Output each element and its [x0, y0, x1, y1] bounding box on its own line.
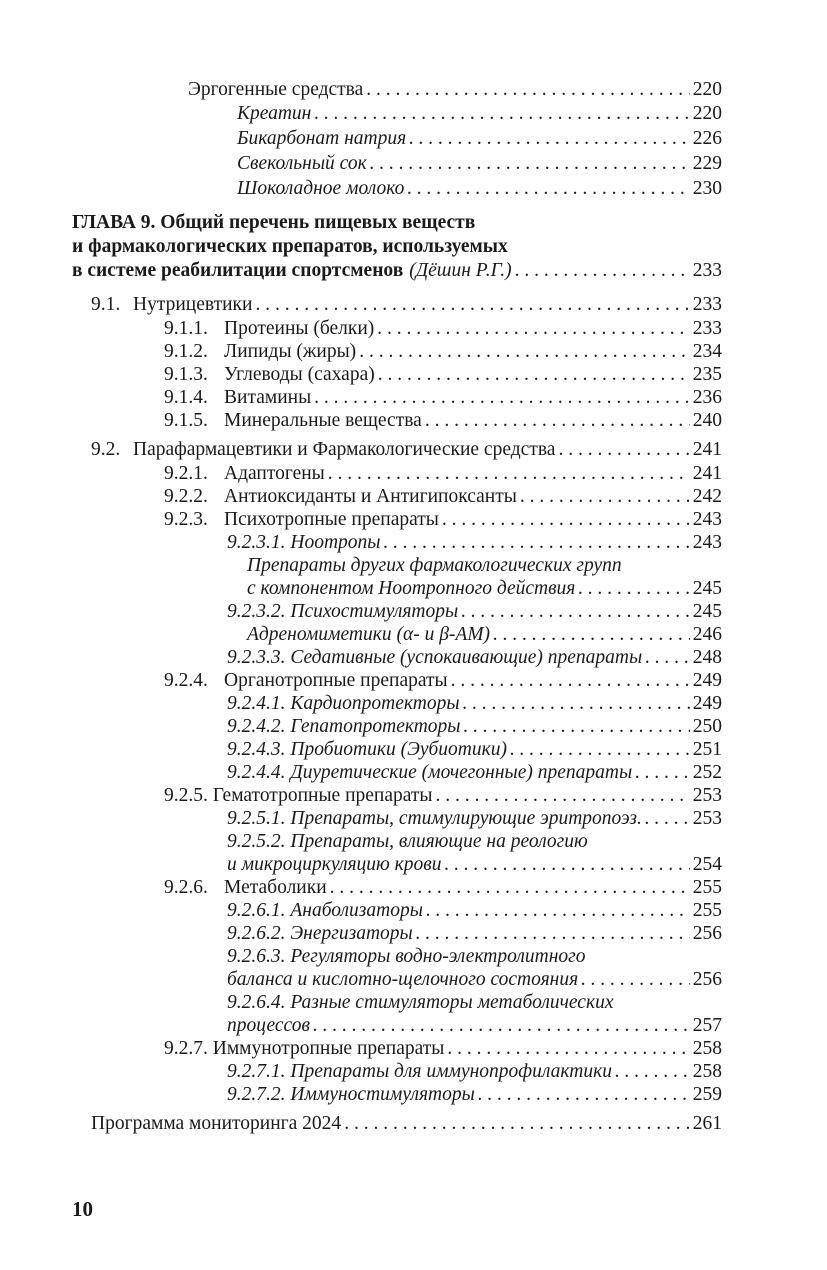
dot-leader: [377, 317, 689, 340]
toc-page-number: 252: [692, 762, 722, 783]
toc-page-number: 245: [692, 601, 722, 622]
dot-leader: [581, 968, 690, 991]
toc-entry-title: 9.2.7.2. Иммуностимуляторы: [227, 1084, 475, 1105]
toc-entry-other-groups-line-1: Препараты других фармакологических групп: [247, 555, 622, 576]
toc-page-number: 243: [692, 509, 722, 530]
toc-entry-9-2-7-2: [227, 1083, 722, 1106]
toc-entry-title: 9.2.3.3. Седативные (успокаивающие) препараты: [227, 647, 643, 668]
toc-page-number: 254: [692, 854, 722, 875]
toc-page-number: 240: [692, 410, 722, 431]
dot-leader: [520, 485, 690, 508]
toc-page-number: 258: [692, 1061, 722, 1082]
toc-entry-9-2-4-4: [227, 761, 722, 784]
toc-entry-title: Углеводы (сахара): [224, 364, 375, 385]
dot-leader: [407, 177, 689, 200]
toc-page-number: 259: [692, 1084, 722, 1105]
toc-page-number: 245: [692, 578, 722, 599]
toc-entry-9-2-1: [164, 462, 722, 485]
toc-page-number: 255: [692, 877, 722, 898]
toc-entry-chocolate-milk: [237, 177, 722, 200]
toc-entry-title: 9.2.6.2. Энергизаторы: [227, 923, 413, 944]
dot-leader: [314, 386, 690, 409]
toc-entry-title: 9.2.4.4. Диуретические (мочегонные) препараты: [227, 762, 633, 783]
dot-leader: [314, 102, 689, 125]
toc-page-number: 256: [692, 969, 722, 990]
toc-entry-adrenomimetics: [247, 623, 722, 646]
toc-entry-9-2-5-2: [227, 853, 722, 876]
toc-entry-creatine: [237, 102, 722, 125]
toc-entry-bicarbonate: [237, 127, 722, 150]
toc-entry-title: Креатин: [237, 103, 312, 124]
dot-leader: [328, 462, 690, 485]
toc-page-number: 251: [692, 739, 722, 760]
dot-leader: [416, 922, 690, 945]
toc-entry-9-2-5-2-line-1: 9.2.5.2. Препараты, влияющие на реологию: [227, 831, 588, 852]
toc-entry-title: Эргогенные средства: [188, 79, 364, 100]
toc-page-number: 250: [692, 716, 722, 737]
dot-leader: [615, 1060, 690, 1083]
toc-page-number: 233: [692, 318, 722, 339]
section-number: 9.1.1.: [164, 318, 208, 339]
toc-entry-9-2-6-2: [227, 922, 722, 945]
toc-entry-9-2-4: [164, 669, 722, 692]
dot-leader: [515, 259, 690, 282]
dot-leader: [635, 761, 690, 784]
toc-page-number: 229: [692, 153, 722, 174]
toc-page-number: 243: [692, 532, 722, 553]
toc-entry-title: Нутрицевтики: [133, 294, 253, 315]
toc-page-number: 253: [692, 785, 722, 806]
section-number: 9.1.4.: [164, 387, 208, 408]
section-number: 9.2.6.: [164, 877, 208, 898]
toc-entry-9-2-3-3: [227, 646, 722, 669]
toc-entry-9-2-7: [164, 1037, 722, 1060]
toc-entry-9-1-1: [164, 317, 722, 340]
toc-page-number: 257: [692, 1015, 722, 1036]
dot-leader: [426, 899, 690, 922]
toc-page-number: 236: [692, 387, 722, 408]
dot-leader: [370, 152, 690, 175]
toc-entry-9-2: [91, 438, 722, 461]
chapter-9-author: (Дёшин Р.Г.): [409, 260, 512, 281]
dot-leader: [464, 715, 690, 738]
dot-leader: [478, 1083, 690, 1106]
section-number: 9.1.3.: [164, 364, 208, 385]
dot-leader: [447, 1037, 689, 1060]
toc-entry-title: Адаптогены: [224, 463, 325, 484]
chapter-9-title-line-1: ГЛАВА 9. Общий перечень пищевых веществ: [72, 212, 476, 233]
toc-page-number: 242: [692, 486, 722, 507]
dot-leader: [461, 600, 690, 623]
toc-entry-title: Липиды (жиры): [224, 341, 357, 362]
toc-entry-9-2-3-2: [227, 600, 722, 623]
section-number: 9.2.: [91, 439, 121, 460]
toc-entry-9-1: [91, 293, 722, 316]
toc-page-number: 241: [692, 439, 722, 460]
toc-entry-9-2-2: [164, 485, 722, 508]
toc-entry-title: процессов: [227, 1015, 310, 1036]
dot-leader: [510, 738, 690, 761]
dot-leader: [313, 1014, 690, 1037]
toc-page-number: 220: [692, 79, 722, 100]
toc-page-number: 235: [692, 364, 722, 385]
dot-leader: [436, 784, 690, 807]
dot-leader: [359, 340, 690, 363]
dot-leader: [442, 508, 690, 531]
dot-leader: [425, 409, 690, 432]
chapter-9-title: в системе реабилитации спортсменов: [72, 260, 404, 281]
toc-entry-9-2-6: [164, 876, 722, 899]
toc-entry-9-1-3: [164, 363, 722, 386]
toc-entry-title: Свекольный сок: [237, 153, 367, 174]
dot-leader: [255, 293, 689, 316]
toc-page-number: 226: [692, 128, 722, 149]
dot-leader: [378, 363, 690, 386]
toc-entry-9-2-7-1: [227, 1060, 722, 1083]
toc-entry-title: Протеины (белки): [224, 318, 375, 339]
toc-entry-9-2-6-3-line-1: 9.2.6.3. Регуляторы водно-электролитного: [227, 946, 586, 967]
toc-entry-beet-juice: [237, 152, 722, 175]
toc-page-number: 258: [692, 1038, 722, 1059]
section-number: 9.1.2.: [164, 341, 208, 362]
toc-page-number: 241: [692, 463, 722, 484]
section-number: 9.1.5.: [164, 410, 208, 431]
toc-entry-9-2-4-2: [227, 715, 722, 738]
toc-page-number: 248: [692, 647, 722, 668]
toc-page-number: 249: [692, 670, 722, 691]
toc-entry-title: 9.2.5.1. Препараты, стимулирующие эритропоэз.: [227, 808, 642, 829]
dot-leader: [409, 127, 690, 150]
toc-entry-9-2-5-1: [227, 807, 722, 830]
section-number: 9.2.4.: [164, 670, 208, 691]
toc-page-number: 253: [692, 808, 722, 829]
toc-entry-9-2-6-4-line-1: 9.2.6.4. Разные стимуляторы метаболических: [227, 992, 614, 1013]
toc-entry-9-2-5: [164, 784, 722, 807]
dot-leader: [645, 807, 690, 830]
toc-entry-9-2-6-3: [227, 968, 722, 991]
toc-entry-title: 9.2.5. Гематотропные препараты: [164, 785, 433, 806]
toc-entry-title: Адреномиметики (α- и β-АМ): [247, 624, 491, 645]
toc-page-number: 255: [692, 900, 722, 921]
toc-entry-9-2-4-3: [227, 738, 722, 761]
toc-entry-9-2-3-1: [227, 531, 722, 554]
toc-page-number: 256: [692, 923, 722, 944]
toc-page-number: 234: [692, 341, 722, 362]
toc-entry-9-1-4: [164, 386, 722, 409]
toc-entry-title: баланса и кислотно-щелочного состояния: [227, 969, 579, 990]
section-number: 9.1.: [91, 294, 121, 315]
dot-leader: [366, 78, 689, 101]
toc-entry-9-1-2: [164, 340, 722, 363]
toc-entry-title: с компонентом Ноотропного действия: [247, 578, 576, 599]
toc-entry-title: Витамины: [224, 387, 312, 408]
toc-entry-title: и микроциркуляцию крови: [227, 854, 442, 875]
chapter-9-title-line-2: и фармакологических препаратов, используемых: [72, 236, 508, 257]
dot-leader: [493, 623, 690, 646]
toc-entry-9-2-6-4: [227, 1014, 722, 1037]
toc-entry-title: Антиоксиданты и Антигипоксанты: [224, 486, 517, 507]
toc-page-number: 261: [692, 1113, 722, 1134]
toc-entry-title: 9.2.3.2. Психостимуляторы: [227, 601, 459, 622]
toc-entry-title: 9.2.4.2. Гепатопротекторы: [227, 716, 461, 737]
toc-entry-title: 9.2.4.3. Пробиотики (Эубиотики): [227, 739, 508, 760]
toc-entry-title: 9.2.7.1. Препараты для иммунопрофилактики: [227, 1061, 612, 1082]
dot-leader: [645, 646, 690, 669]
toc-entry-9-2-4-1: [227, 692, 722, 715]
dot-leader: [558, 438, 689, 461]
dot-leader: [463, 692, 690, 715]
toc-page-number: 249: [692, 693, 722, 714]
dot-leader: [451, 669, 690, 692]
section-number: 9.2.3.: [164, 509, 208, 530]
toc-entry-9-2-6-1: [227, 899, 722, 922]
toc-entry-other-groups: [247, 577, 722, 600]
toc-page-number: 233: [692, 260, 722, 281]
page-number: 10: [72, 1197, 93, 1221]
section-number: 9.2.2.: [164, 486, 208, 507]
toc-entry-title: 9.2.4.1. Кардиопротекторы: [227, 693, 460, 714]
toc-page-number: 246: [692, 624, 722, 645]
toc-entry-title: 9.2.3.1. Ноотропы: [227, 532, 381, 553]
toc-entry-title: Программа мониторинга 2024: [91, 1113, 342, 1134]
toc-entry-title: Психотропные препараты: [224, 509, 439, 530]
dot-leader: [330, 876, 690, 899]
toc-entry-title: Бикарбонат натрия: [237, 128, 407, 149]
toc-entry-9-1-5: [164, 409, 722, 432]
toc-entry-title: Минеральные вещества: [224, 410, 422, 431]
toc-entry-title: Метаболики: [224, 877, 327, 898]
toc-entry-ergogenic: [188, 78, 722, 101]
toc-entry-title: 9.2.6.1. Анаболизаторы: [227, 900, 423, 921]
toc-entry-title: Парафармацевтики и Фармакологические средства: [133, 439, 556, 460]
toc-page-number: 233: [692, 294, 722, 315]
dot-leader: [444, 853, 689, 876]
chapter-9-title-line-3: [72, 259, 722, 282]
dot-leader: [578, 577, 689, 600]
toc-page-number: 220: [692, 103, 722, 124]
toc-entry-title: Органотропные препараты: [224, 670, 448, 691]
toc-entry-title: Шоколадное молоко: [237, 178, 405, 199]
dot-leader: [384, 531, 690, 554]
toc-entry-monitoring: [91, 1112, 722, 1135]
dot-leader: [344, 1112, 690, 1135]
toc-entry-title: 9.2.7. Иммунотропные препараты: [164, 1038, 445, 1059]
toc-entry-9-2-3: [164, 508, 722, 531]
section-number: 9.2.1.: [164, 463, 208, 484]
toc-page-number: 230: [692, 178, 722, 199]
